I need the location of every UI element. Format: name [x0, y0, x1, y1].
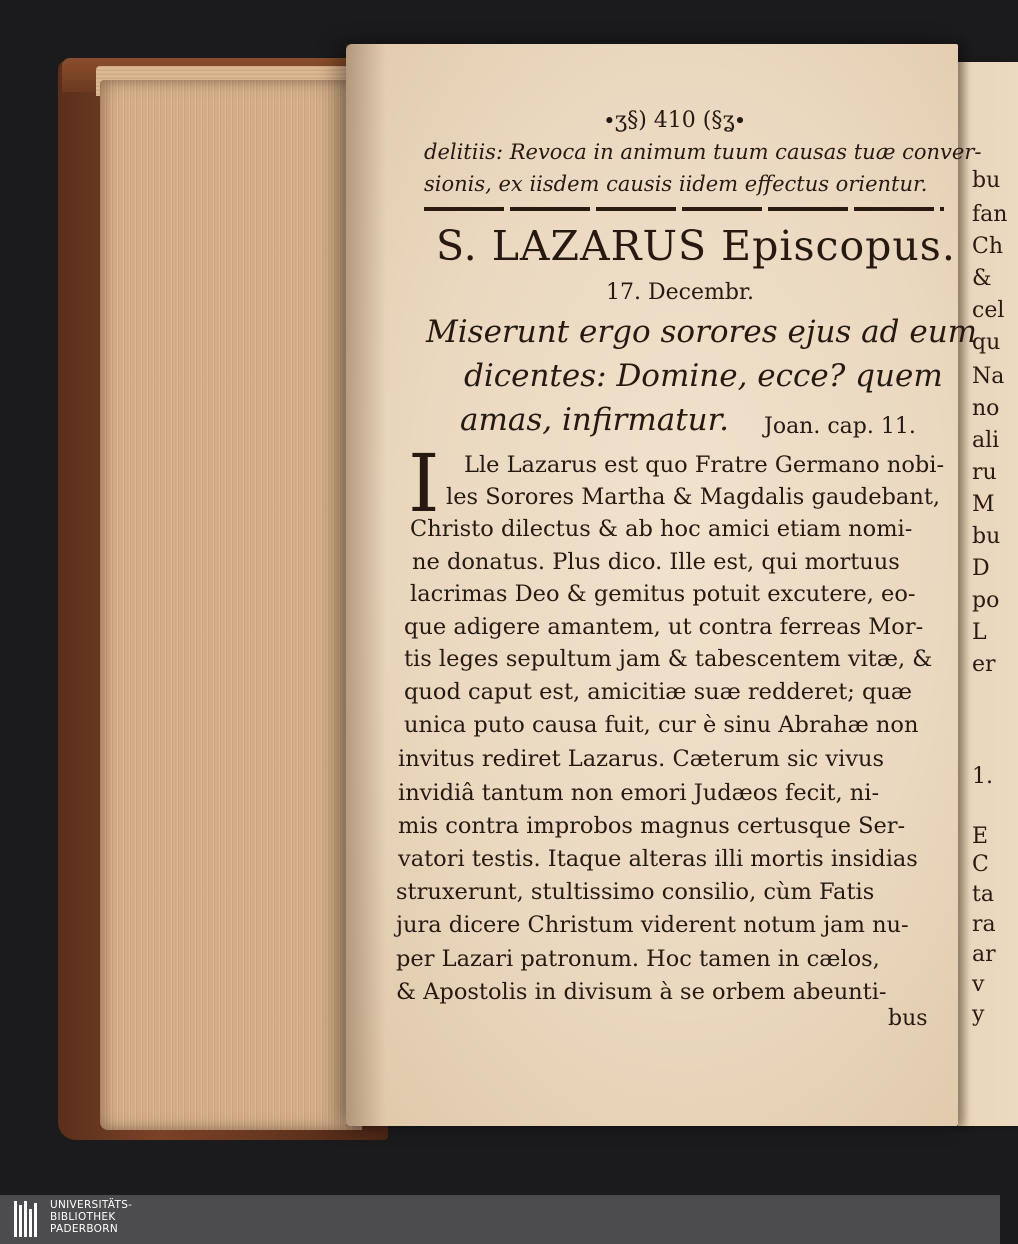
body-line-1: Lle Lazarus est quo Fratre Germano nobi- [464, 452, 945, 478]
body-line-16: per Lazari patronum. Hoc tamen in cælos, [396, 946, 880, 972]
section-rule [424, 207, 944, 211]
body-line-11: invidiâ tantum non emori Judæos fecit, ni- [398, 780, 880, 806]
pre-line-1: delitiis: Revoca in animum tuum causas tuæ conver- [424, 140, 982, 164]
facing-page-fragment: Na [972, 364, 1005, 389]
body-line-9: unica puto causa fuit, cur è sinu Abrahæ non [404, 712, 919, 738]
facing-page-fragment: po [972, 588, 1000, 613]
facing-page-fragment: Ch [972, 234, 1004, 259]
drop-cap: I [408, 437, 440, 530]
facing-page-fragment: qu [972, 330, 1001, 355]
body-line-5: lacrimas Deo & gemitus potuit excutere, eo- [410, 581, 916, 607]
body-line-7: tis leges sepultum jam & tabescentem vitæ, & [404, 646, 933, 672]
facing-page-fragment: bu [972, 168, 1001, 193]
body-line-6: que adigere amantem, ut contra ferreas Mor- [404, 614, 924, 640]
facing-page-fragment: cel [972, 298, 1005, 323]
facing-page-fragment: ar [972, 942, 996, 967]
body-line-10: invitus rediret Lazarus. Cæterum sic vivus [398, 746, 885, 772]
facing-page-fragment: E [972, 824, 989, 849]
body-line-4: ne donatus. Plus dico. Ille est, qui mortuus [412, 549, 900, 575]
facing-page-fragment: C [972, 852, 989, 877]
library-name-line-1: UNIVERSITÄTS- [50, 1199, 133, 1211]
footer-bar [0, 1195, 1000, 1244]
quote-line-3: amas, infirmatur. [460, 402, 729, 438]
page-header: ∙ʒ§) 410 (§ʓ∙ [604, 108, 746, 133]
facing-page-fragment: ru [972, 460, 997, 485]
quote-line-2: dicentes: Domine, ecce? quem [464, 358, 943, 394]
facing-page-fragment: & [972, 266, 992, 291]
library-logo-icon [14, 1201, 42, 1237]
facing-page-fragment: ta [972, 882, 994, 907]
pre-line-2: sionis, ex iisdem causis iidem effectus orientur. [424, 172, 928, 196]
page-block-edge [100, 80, 362, 1130]
body-line-3: Christo dilectus & ab hoc amici etiam nomi- [410, 516, 913, 542]
body-line-14: struxerunt, stultissimo consilio, cùm Fatis [396, 879, 875, 905]
facing-page-fragment: L [972, 620, 987, 645]
facing-page-fragment: er [972, 652, 996, 677]
facing-page-fragment: D [972, 556, 990, 581]
facing-page-fragment: M [972, 492, 995, 517]
body-line-15: jura dicere Christum viderent notum jam nu- [396, 912, 909, 938]
library-name [50, 1199, 132, 1235]
library-name-line-3: PADERBORN [50, 1223, 118, 1235]
facing-page-fragment: 1. [972, 764, 993, 789]
feast-date: 17. Decembr. [606, 280, 755, 305]
body-line-8: quod caput est, amicitiæ suæ redderet; quæ [404, 679, 913, 705]
facing-page-fragment: fan [972, 202, 1008, 227]
facing-page-fragment: ali [972, 428, 1000, 453]
quote-line-1: Miserunt ergo sorores ejus ad eum [426, 314, 978, 350]
body-line-13: vatori testis. Itaque alteras illi mortis insidias [398, 846, 918, 872]
facing-page-fragment: v [972, 972, 985, 997]
body-line-17: & Apostolis in divisum à se orbem abeunti- [396, 979, 887, 1005]
library-name-line-2: BIBLIOTHEK [50, 1211, 116, 1223]
facing-page-fragment: y [972, 1002, 985, 1027]
facing-page-fragment: ra [972, 912, 996, 937]
page-title: S. LAZARUS Episcopus. [436, 222, 956, 270]
body-line-2: les Sorores Martha & Magdalis gaudebant, [446, 484, 941, 510]
body-line-12: mis contra improbos magnus certusque Ser- [398, 813, 906, 839]
quote-reference: Joan. cap. 11. [764, 414, 916, 439]
facing-page-fragment: no [972, 396, 1000, 421]
catchword: bus [888, 1006, 928, 1031]
facing-page-fragment: bu [972, 524, 1001, 549]
